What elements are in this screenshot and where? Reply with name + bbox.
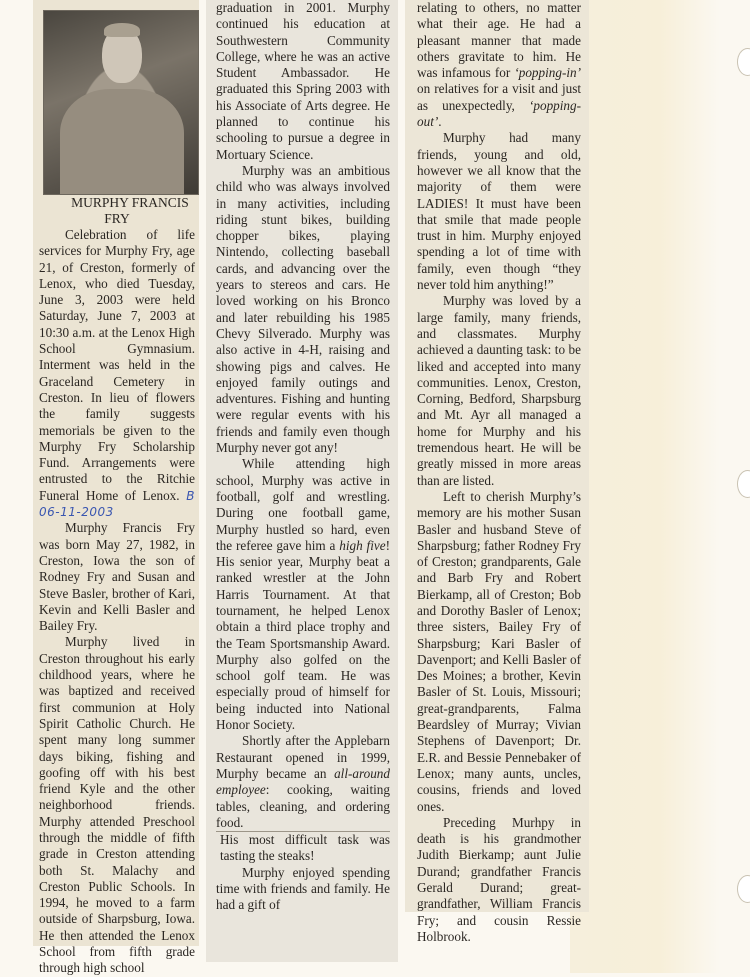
portrait-photo: [43, 10, 199, 195]
italic-text: ‘popping-out’: [417, 97, 581, 130]
paragraph-work: [216, 733, 390, 831]
photo-shirt: [60, 89, 184, 195]
binder-hole: [737, 48, 750, 76]
paragraph-childhood: Murphy lived in Creston throughout his early childhood years, where he was baptized and received first communion at Holy Spirit Catholic Church. He spent many long summer days biking, fishing and goofing off with his best friend Kyle and the other neighborhood friends. Murphy attended Preschool through the middle of fifth grade in Creston attending both St. Malachy and Creston Public Schools. In 1994, he moved to a farm outside of Sharpsburg, Iowa. He then attended the Lenox School from fifth grade through high school: [39, 634, 195, 976]
paragraph-survivors: Left to cherish Murphy’s memory are his mother Susan Basler and husband Steve of Sharpsburg; father Rodney Fry of Creston; grandparents, Gale and Barb Fry and Robert Bierkamp, all of Creston; Bob and Dorothy Basler of Lenox; three sisters, Bailey Fry of Sharpsburg; Kari Basler of Davenport; and Kelli Basler of Des Moines; a brother, Kevin Basler of St. Louis, Missouri; great-grandparents, Falma Beardsley of Murray; Vivian Stephens of Davenport; Dr. E.R. and Bessie Pennebaker of Lenox; many aunts, uncles, cousins, friends and loved ones.: [417, 488, 581, 814]
paragraph-education: graduation in 2001. Murphy continued his education at Southwestern Community College, where he was an active Student Ambassador. He graduated this Spring 2003 with his Associate of Arts degree. He planned to continue his schooling to pursue a degree in Mortuary Science.: [216, 0, 390, 162]
paragraph-loved: Murphy was loved by a large family, many friends, and classmates. Murphy achieved a daunting task: to be liked and accepted into many communities. Lenox, Creston, Corning, Bedford, Sharpsburg and Mt. Ayr all managed a home for Murphy and his tremendous heart. He will be greatly missed in more areas than are listed.: [417, 293, 581, 488]
italic-text: high five: [339, 537, 386, 553]
binder-hole: [737, 470, 750, 498]
handwritten-date: B 06-11-2003: [39, 488, 196, 520]
paragraph-high-school: [216, 456, 390, 733]
paragraph-relating: [417, 0, 581, 130]
paragraph-text: .: [438, 114, 442, 130]
obituary-column-3: [405, 0, 589, 944]
paragraph-birth: Murphy Francis Fry was born May 27, 1982, in Creston, Iowa the son of Rodney Fry and Susan and Steve Basler, brother of Kari, Kevin and Kelli Basler and Bailey Fry.: [39, 520, 195, 634]
photo-hair: [104, 23, 140, 37]
obituary-column-1: [33, 0, 199, 976]
paragraph-text: Celebration of life services for Murphy Fry, age 21, of Creston, formerly of Lenox, who died Tuesday, June 3, 2003 were held Saturday, June 7, 2003 at 10:30 a.m. at the Lenox High School Gymnasium. Interment was held in the Graceland Cemetery in Creston. In lieu of flowers the family suggests memorials be given to the Murphy Fry Scholarship Fund. Arrangements were entrusted to the Ritchie Funeral Home of Lenox.: [39, 227, 195, 503]
paragraph-text: on relatives for a visit and just as unexpectedly,: [417, 81, 581, 113]
paragraph-activities: Murphy was an ambitious child who was always involved in many activities, including riding stunt bikes, building chopper bikes, playing Nintendo, collecting baseball cards, and advancing over the years to stereos and cars. He loved working on his Bronco and later rebuilding his 1985 Chevy Silverado. Murphy was also active in 4-H, raising and showing pigs and calves. He enjoyed family outings and adventures. Fishing and hunting were regular events with his friends and family even though Murphy never got any!: [216, 162, 390, 456]
paragraph-friends: Murphy enjoyed spending time with friends and family. He had a gift of: [216, 864, 390, 913]
binder-hole: [737, 875, 750, 903]
paragraph-text: Shortly after the Applebarn Restaurant opened in 1999, Murphy became an: [216, 733, 390, 781]
italic-text: all-around employee: [216, 765, 390, 798]
paper-background: [570, 0, 720, 973]
obituary-column-2: [206, 0, 398, 962]
paragraph-work-cont: His most difficult task was tasting the steaks!: [216, 831, 390, 865]
paragraph-text: relating to others, no matter what their age. He had a pleasant manner that made others gravitate to him. He was infamous for: [417, 0, 581, 81]
paragraph-preceded: Preceding Murhpy in death is his grandmother Judith Bierkamp; aunt Julie Durand; grandfather Francis Gerald Durand; great-grandfather, William Francis Fry; and cousin Ressie Holbrook.: [417, 814, 581, 944]
italic-text: ‘popping-in’: [514, 65, 581, 81]
paragraph-text: While attending high school, Murphy was active in football, golf and wrestling. During one football game, Murphy hustled so hard, even the referee gave him a: [216, 456, 390, 553]
paragraph-text: : cooking, waiting tables, cleaning, and ordering food.: [216, 782, 390, 830]
paragraph-text: ! His senior year, Murphy beat a ranked wrestler at the John Harris Tournament. At that tournament, he helped Lenox obtain a third place trophy and the Team Sportsmanship Award. Murphy also golfed on the school golf team. He was especially proud of himself for being inducted into National Honor Society.: [216, 537, 390, 733]
paragraph-services: [39, 227, 195, 520]
obituary-name: MURPHY FRANCIS FRY: [71, 195, 189, 226]
paragraph-many-friends: Murphy had many friends, young and old, however we all know that the majority of them were LADIES! It must have been that smile that made people trust in him. Murphy enjoyed spending a lot of time with family, even though “they never told him anything!”: [417, 130, 581, 293]
